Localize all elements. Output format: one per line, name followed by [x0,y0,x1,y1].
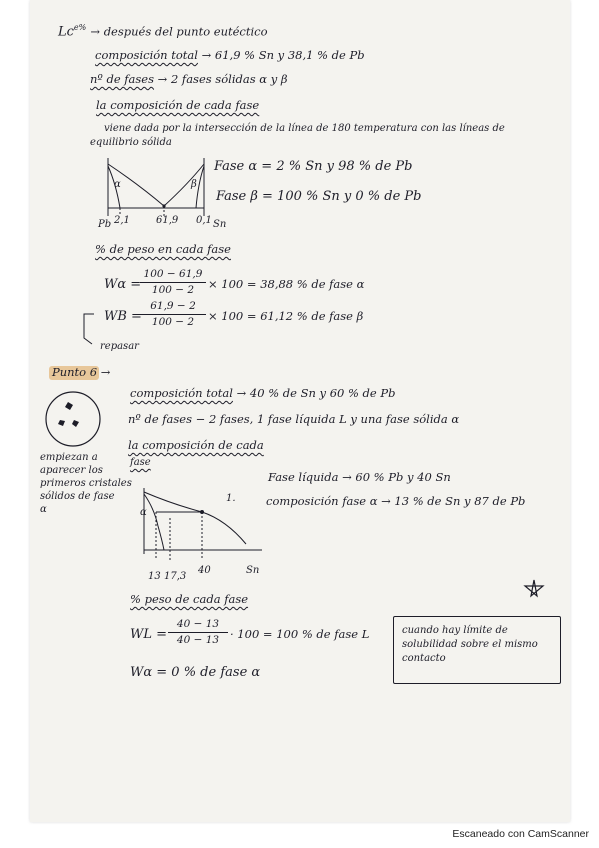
remark-text: repasar [100,341,139,352]
diagram-2-sn: Sn [246,565,260,576]
fase-alpha-1: Fase α = 2 % Sn y 98 % de Pb [214,159,413,174]
w-alpha-6: Wα = 0 % de fase α [130,665,261,680]
w-beta-rhs: × 100 = 61,12 % de fase β [208,309,364,323]
diagram-2-label-1: 1. [226,493,236,504]
total-composition-1: composición total → 61,9 % Sn y 38,1 % de Pb [95,48,365,62]
phase-count-1: nº de fases → 2 fases sólidas α y β [90,72,288,86]
diagram-2-tick-1: 13 [148,571,161,582]
diagram-2-tick-2: 17,3 [164,571,187,582]
section-heading-lc: $Lc^{e\%}$ → después del punto eutéctico [58,23,268,40]
w-beta-fraction: 61,9 − 2 100 − 2 [140,301,206,327]
total-composition-6: composición total → 40 % de Sn y 60 % de Pb [130,386,396,400]
note-line-1: cuando hay límite de [402,625,508,636]
note-line-3: contacto [402,653,446,664]
scanner-footer: Escaneado con CamScanner [452,828,589,840]
phase-count-6: nº de fases − 2 fases, 1 fase líquida L y una fase sólida α [128,412,460,426]
diagram-1-tick-2: 61,9 [156,215,179,226]
diagram-2-alpha: α [140,507,147,518]
side-note-1: empiezan a [40,452,98,463]
diagram-2-tick-3: 40 [198,565,211,576]
alpha-composition-6: composición fase α → 13 % de Sn y 87 de Pb [266,494,526,508]
diagram-1-tick-3: 0,1 [196,215,212,226]
microstructure-circle [44,390,102,448]
w-alpha-fraction: 100 − 61,9 100 − 2 [140,269,206,295]
side-note-2: aparecer los [40,465,103,476]
intersection-note-line1: viene dada por la intersección de la línea de 180 temperatura con las líneas de [104,123,505,134]
liquid-phase: Fase líquida → 60 % Pb y 40 Sn [268,470,451,484]
fase-beta-1: Fase β = 100 % Sn y 0 % de Pb [216,189,422,204]
w-l-rhs: · 100 = 100 % de fase L [230,627,370,641]
note-line-2: solubilidad sobre el mismo [402,639,538,650]
side-note-4: sólidos de fase [40,491,115,502]
diagram-1-tick-1: 2,1 [114,215,130,226]
diagram-1-sn: Sn [213,219,227,230]
punto-6-heading: Punto 6 → [52,365,111,379]
diagram-1-alpha: α [114,179,121,190]
composition-each-phase-6: la composición de cada [128,438,264,452]
w-alpha-rhs: × 100 = 38,88 % de fase α [208,277,365,291]
side-note-5: α [40,504,47,515]
intersection-note-line2: equilibrio sólida [90,137,172,148]
w-alpha-lhs: Wα = [104,277,142,292]
composition-each-phase-6b: fase [130,457,151,468]
side-note-3: primeros cristales [40,478,132,489]
phase-diagram-2 [136,484,266,568]
weight-heading-1: % de peso en cada fase [95,242,231,256]
w-beta-lhs: WB = [104,309,142,324]
composition-each-phase-1: la composición de cada fase [96,98,260,112]
w-l-fraction: 40 − 13 40 − 13 [168,619,228,645]
diagram-1-pb: Pb [98,219,112,230]
w-l-lhs: WL = [130,627,168,642]
diagram-1-beta: β [191,179,197,190]
bracket-mark [80,312,100,346]
star-doodle-icon [522,578,546,600]
weight-heading-6: % peso de cada fase [130,592,249,606]
